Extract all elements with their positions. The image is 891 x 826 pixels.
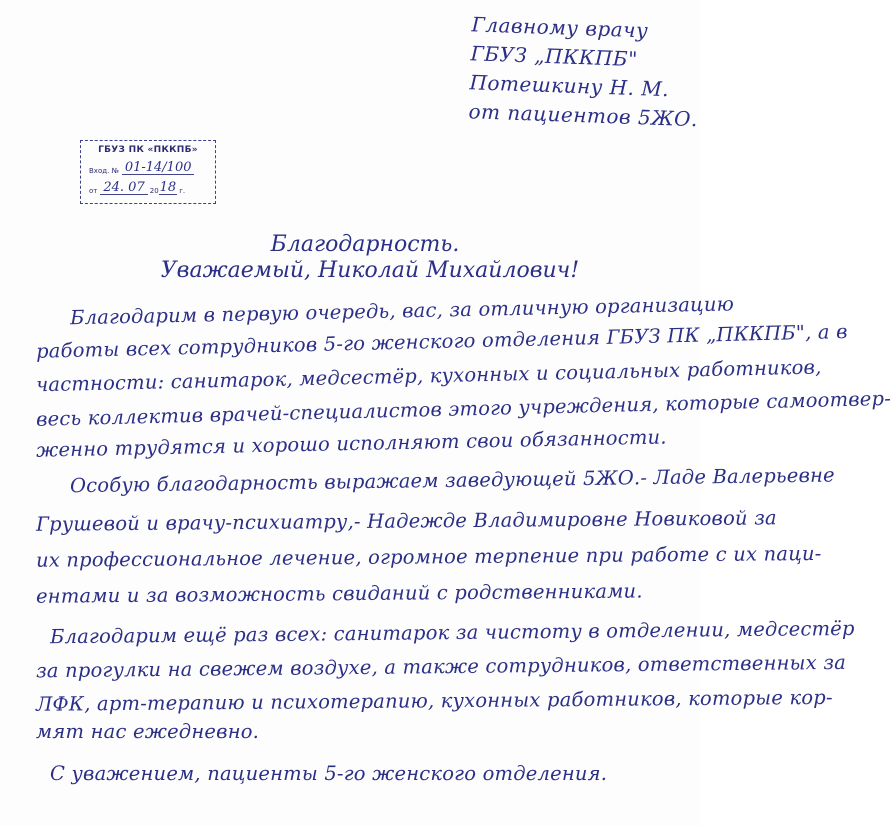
addressee-line-3: Потешкину Н. М.: [469, 70, 670, 102]
stamp-incoming-row: [89, 161, 207, 175]
addressee-block: [468, 10, 699, 133]
letter-line-3: частности: санитарок, медсестёр, кухонных и социальных работников,: [35, 355, 822, 397]
addressee-line-2: ГБУЗ „ПККПБ": [470, 41, 639, 72]
stamp-year-prefix: 20: [149, 187, 159, 195]
letter-line-9: ентами и за возможность свиданий с родственниками.: [35, 579, 643, 608]
stamp-incoming-label: Вход. №: [89, 167, 119, 175]
stamp-organization: ГБУЗ ПК «ПККПБ»: [98, 145, 198, 155]
stamp-year-value: 18: [159, 180, 177, 195]
letter-line-11: за прогулки на свежем воздухе, а также сотрудников, ответственных за: [35, 650, 847, 683]
stamp-date-value: 24. 07: [100, 181, 147, 195]
addressee-line-1: Главному врачу: [471, 12, 649, 43]
letter-line-1: Благодарим в первую очередь, вас, за отличную организацию: [69, 292, 735, 330]
letter-line-4: весь коллектив врачей-специалистов этого учреждения, которые самоотвер-: [35, 386, 891, 431]
letter-title: Благодарность.: [270, 232, 460, 257]
letter-line-6: Особую благодарность выражаем заведующей 5ЖО.- Ладе Валерьевне: [69, 463, 835, 498]
stamp-incoming-number: 01-14/100: [122, 161, 195, 175]
letter-line-5: женно трудятся и хорошо исполняют свои обязанности.: [35, 425, 667, 462]
stamp-date-row: [89, 181, 207, 195]
letter-salutation: Уважаемый, Николай Михайлович!: [160, 258, 580, 283]
letter-line-10: Благодарим ещё раз всех: санитарок за чистоту в отделении, медсестёр: [49, 616, 855, 649]
stamp-date-label: от: [89, 187, 98, 195]
stamp-year-suffix: г.: [179, 187, 186, 195]
letter-line-2: работы всех сотрудников 5-го женского отделения ГБУЗ ПК „ПККПБ", а в: [35, 319, 848, 363]
letter-line-8: их профессиональное лечение, огромное терпение при работе с их паци-: [35, 541, 822, 572]
registration-stamp: [80, 140, 216, 204]
letter-closing: С уважением, пациенты 5-го женского отделения.: [50, 762, 608, 785]
letter-line-12: ЛФК, арт-терапию и психотерапию, кухонных работников, которые кор-: [35, 685, 833, 716]
letter-line-13: мят нас ежедневно.: [36, 720, 260, 743]
addressee-line-4: от пациентов 5ЖО.: [468, 99, 699, 132]
letter-line-7: Грушевой и врачу-психиатру,- Надежде Владимировне Новиковой за: [35, 506, 777, 536]
